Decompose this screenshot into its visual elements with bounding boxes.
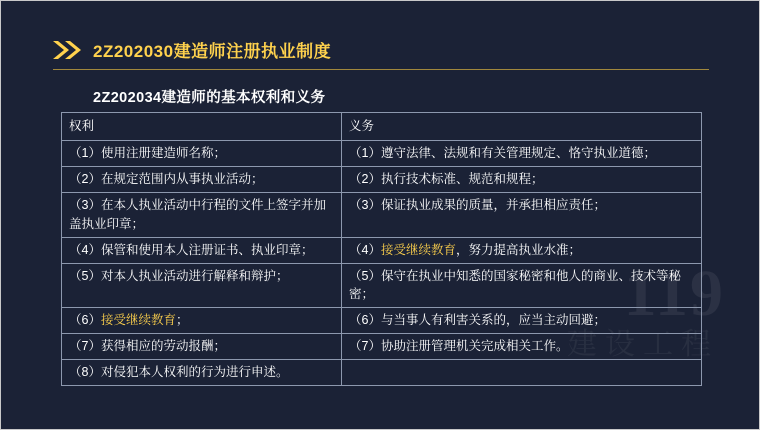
cell-duty: （6）与当事人有利害关系的，应当主动回避； [342, 308, 702, 334]
cell-duty: （7）协助注册管理机关完成相关工作。 [342, 334, 702, 360]
right-suffix: ； [175, 313, 189, 327]
double-chevron-right-icon [53, 39, 83, 61]
rights-duties-table [61, 112, 702, 386]
cell-right: （2）在规定范围内从事执业活动； [62, 167, 342, 193]
cell-duty [342, 360, 702, 386]
table-header-duties: 义务 [342, 113, 702, 141]
table-row [62, 141, 702, 167]
watermark-number: 119 [623, 257, 725, 330]
duty-highlight: 接受继续教育 [380, 242, 456, 257]
cell-right: （1）使用注册建造师名称； [62, 141, 342, 167]
cell-duty [342, 237, 702, 263]
cell-duty: （3）保证执业成果的质量，并承担相应责任； [342, 193, 702, 237]
table-header-rights: 权利 [62, 113, 342, 141]
title-divider [53, 69, 709, 70]
duty-prefix: （4） [349, 242, 381, 257]
cell-right: （3）在本人执业活动中行程的文件上签字并加盖执业印章； [62, 193, 342, 237]
right-prefix: （6） [69, 313, 101, 327]
table-row [62, 263, 702, 307]
page-subtitle: 2Z202034建造师的基本权利和义务 [93, 90, 326, 106]
duty-suffix: ，努力提高执业水准； [455, 242, 581, 257]
table-row [62, 308, 702, 334]
cell-right: （5）对本人执业活动进行解释和辩护； [62, 263, 342, 307]
cell-duty: （2）执行技术标准、规范和规程； [342, 167, 702, 193]
cell-right: （8）对侵犯本人权利的行为进行申述。 [62, 360, 342, 386]
table-row [62, 167, 702, 193]
cell-right [62, 308, 342, 334]
table-header-row [62, 113, 702, 141]
rights-duties-table-wrap [61, 112, 701, 386]
table-row [62, 360, 702, 386]
table-row [62, 237, 702, 263]
cell-duty: （5）保守在执业中知悉的国家秘密和他人的商业、技术等秘密； [342, 263, 702, 307]
cell-right: （7）获得相应的劳动报酬； [62, 334, 342, 360]
slide-title-row [53, 37, 331, 62]
right-highlight: 接受继续教育 [100, 313, 176, 327]
table-row [62, 193, 702, 237]
page-title: 2Z202030建造师注册执业制度 [93, 42, 332, 61]
watermark-text: 建设工程 [567, 328, 719, 361]
table-row [62, 334, 702, 360]
cell-duty: （1）遵守法律、法规和有关管理规定、恪守执业道德； [342, 141, 702, 167]
cell-right: （4）保管和使用本人注册证书、执业印章； [62, 237, 342, 263]
